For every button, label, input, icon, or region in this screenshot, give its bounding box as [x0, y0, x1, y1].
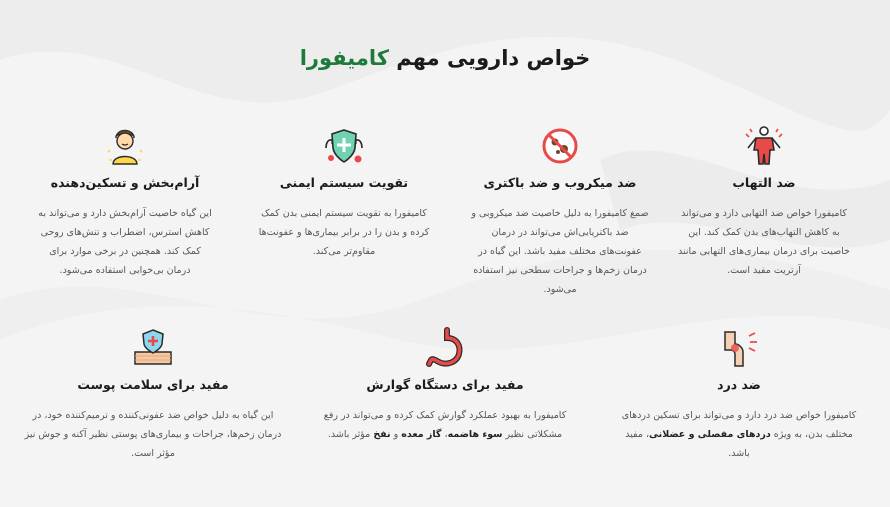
feature-title: آرام‌بخش و تسکین‌دهنده: [50, 175, 200, 190]
feature-description: کامیفورا خواص ضد درد دارد و می‌تواند برای تسکین دردهای مختلف بدن، به ویژه دردهای مفصلی و عضلانی، مفید باشد.: [621, 410, 857, 459]
feature-card-calming: [30, 124, 220, 280]
feature-description: کامیفورا به بهبود عملکرد گوارش کمک کرده و می‌تواند در رفع مشکلاتی نظیر سوء هاضمه، گاز معده و نفخ مؤثر باشد.: [323, 410, 567, 440]
immune-shield-icon: [322, 124, 366, 168]
feature-description: این گیاه به دلیل خواص ضد عفونی‌کننده و ترمیم‌کننده خود، در درمان زخم‌ها، جراحات و بیماری‌های پوستی نظیر آکنه و جوش نیز مؤثر است.: [24, 410, 282, 459]
feature-title: تقویت سیستم ایمنی: [279, 175, 409, 190]
highlight-text: گاز معده: [401, 429, 442, 440]
section-title: [0, 46, 890, 70]
title-main: خواص دارویی مهم: [396, 46, 591, 70]
highlight-text: نفخ: [373, 429, 391, 440]
feature-description: این گیاه خاصیت آرام‌بخش دارد و می‌تواند به کاهش استرس، اضطراب و تنش‌های روحی کمک کند. همچنین در برخی موارد برای درمان بی‌خوابی استفاده می‌شود.: [38, 208, 212, 276]
highlight-text: دردهای مفصلی و عضلانی: [649, 429, 771, 440]
calm-person-icon: [103, 124, 147, 168]
skin-shield-icon: [131, 326, 175, 370]
feature-title: مفید برای سلامت پوست: [77, 377, 229, 392]
feature-title: مفید برای دستگاه گوارش: [366, 377, 524, 392]
inflamed-body-icon: [742, 124, 786, 168]
stomach-icon: [423, 326, 467, 370]
feature-card-antimicrobial: [464, 124, 656, 299]
joint-pain-icon: [717, 326, 761, 370]
title-accent: کامیفورا: [299, 46, 389, 70]
no-bacteria-icon: [538, 124, 582, 168]
feature-card-digestive: [314, 326, 576, 444]
feature-description: کامیفورا به تقویت سیستم ایمنی بدن کمک کرده و بدن را در برابر بیماری‌ها و عفونت‌ها مقاوم‌تر می‌کند.: [258, 208, 430, 257]
feature-description: صمغ کامیفورا به دلیل خاصیت ضد میکروبی و ضد باکتریایی‌اش می‌تواند در درمان عفونت‌های مختلف مفید باشد. این گیاه در درمان زخم‌ها و جراحات سطحی نیز استفاده می‌شود.: [471, 208, 649, 295]
feature-title: ضد التهاب: [732, 175, 796, 190]
highlight-text: سوء هاضمه: [447, 429, 503, 440]
feature-description: کامیفورا خواص ضد التهابی دارد و می‌تواند به کاهش التهاب‌های بدن کمک کند. این خاصیت برای درمان بیماری‌های التهابی مانند آرتریت مفید است.: [678, 208, 850, 276]
feature-card-skin-health: [14, 326, 292, 463]
feature-card-immune-boost: [246, 124, 442, 261]
feature-title: ضد درد: [717, 377, 761, 392]
feature-card-anti-inflammatory: [672, 124, 856, 280]
feature-title: ضد میکروب و ضد باکتری: [483, 175, 637, 190]
feature-card-pain-relief: [608, 326, 870, 463]
